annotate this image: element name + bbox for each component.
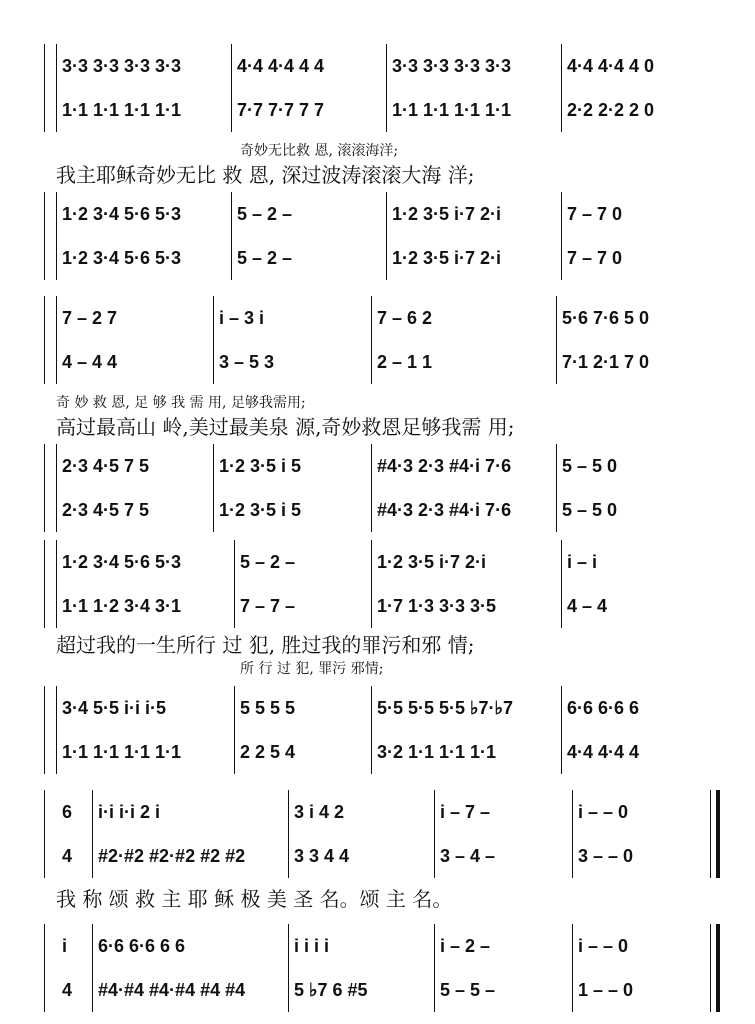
- measure: 7 – 7 –: [240, 595, 296, 616]
- measure: 1·1 1·1 1·1 1·1: [392, 99, 512, 120]
- stave-row: [56, 584, 721, 628]
- system-brace: [44, 540, 45, 628]
- lyric-line: 奇妙无比救 恩, 滚滚海洋;: [240, 143, 399, 159]
- measure: i – 7 –: [440, 801, 491, 822]
- measure: 4: [62, 979, 73, 1000]
- system-brace: [44, 44, 45, 132]
- measure: 7·7 7·7 7 7: [237, 99, 325, 120]
- measure: 5 – 2 –: [237, 203, 293, 224]
- stave-row: [56, 488, 721, 532]
- measure: 4 – 4: [567, 595, 608, 616]
- measure: 1·1 1·1 1·1 1·1: [62, 741, 182, 762]
- measure: 2·2 2·2 2 0: [567, 99, 655, 120]
- measure: 3 i 4 2: [294, 801, 345, 822]
- stave-row: [56, 834, 721, 878]
- measure: 7 – 7 0: [567, 203, 623, 224]
- lyric-line: 所 行 过 犯, 罪污 邪情;: [240, 661, 384, 677]
- system-brace: [44, 924, 45, 1012]
- measure: i – 2 –: [440, 935, 491, 956]
- measure: 5 – 5 –: [440, 979, 496, 1000]
- measure: 5 – 5 0: [562, 499, 618, 520]
- measure: i i i i: [294, 935, 330, 956]
- measure: 6·6 6·6 6: [567, 697, 640, 718]
- measure: 1 – – 0: [578, 979, 634, 1000]
- measure: i – – 0: [578, 801, 629, 822]
- measure: 3·3 3·3 3·3 3·3: [392, 55, 512, 76]
- measure: #4·3 2·3 #4·i 7·6: [377, 499, 512, 520]
- stave-row: [56, 540, 721, 584]
- measure: 1·1 1·1 1·1 1·1: [62, 99, 182, 120]
- measure: 5·5 5·5 5·5 ♭7·♭7: [377, 697, 514, 718]
- measure: 6·6 6·6 6 6: [98, 935, 186, 956]
- measure: 5·6 7·6 5 0: [562, 307, 650, 328]
- measure: 3·2 1·1 1·1 1·1: [377, 741, 497, 762]
- measure: 5 – 2 –: [240, 551, 296, 572]
- measure: 1·2 3·4 5·6 5·3: [62, 247, 182, 268]
- measure: 1·2 3·5 i 5: [219, 455, 302, 476]
- lyric-line: 超过我的一生所行 过 犯, 胜过我的罪污和邪 情;: [56, 633, 475, 657]
- stave-row: [56, 44, 721, 88]
- measure: 5 – 5 0: [562, 455, 618, 476]
- stave-row: [56, 686, 721, 730]
- measure: 3 – – 0: [578, 845, 634, 866]
- measure: 2·3 4·5 7 5: [62, 499, 150, 520]
- measure: 4 – 4 4: [62, 351, 118, 372]
- measure: 5 5 5 5: [240, 697, 296, 718]
- lyric-line: 高过最高山 岭,美过最美泉 源,奇妙救恩足够我需 用;: [56, 415, 515, 439]
- measure: i – – 0: [578, 935, 629, 956]
- measure: #4·3 2·3 #4·i 7·6: [377, 455, 512, 476]
- measure: 3·3 3·3 3·3 3·3: [62, 55, 182, 76]
- stave-row: [56, 296, 721, 340]
- measure: 1·2 3·4 5·6 5·3: [62, 203, 182, 224]
- stave-row: [56, 340, 721, 384]
- measure: 6: [62, 801, 73, 822]
- measure: 7 – 7 0: [567, 247, 623, 268]
- measure: 1·2 3·5 i·7 2·i: [392, 203, 502, 224]
- lyric-line: 我 称 颂 救 主 耶 稣 极 美 圣 名。颂 主 名。: [56, 887, 453, 911]
- measure: i·i i·i 2 i: [98, 801, 161, 822]
- stave-row: [56, 192, 721, 236]
- system-brace: [44, 192, 45, 280]
- measure: 1·7 1·3 3·3 3·5: [377, 595, 497, 616]
- stave-row: [56, 790, 721, 834]
- measure: 4·4 4·4 4 0: [567, 55, 655, 76]
- measure: 3·4 5·5 i·i i·5: [62, 697, 167, 718]
- measure: 1·2 3·5 i·7 2·i: [392, 247, 502, 268]
- measure: 3 – 5 3: [219, 351, 275, 372]
- measure: 1·2 3·4 5·6 5·3: [62, 551, 182, 572]
- measure: 5 – 2 –: [237, 247, 293, 268]
- measure: i – 3 i: [219, 307, 265, 328]
- stave-row: [56, 444, 721, 488]
- measure: i – i: [567, 551, 598, 572]
- measure: #2·#2 #2·#2 #2 #2: [98, 845, 246, 866]
- lyric-line: 我主耶稣奇妙无比 救 恩, 深过波涛滚滚大海 洋;: [56, 163, 475, 187]
- measure: 1·1 1·2 3·4 3·1: [62, 595, 182, 616]
- measure: 3 3 4 4: [294, 845, 350, 866]
- measure: 2·3 4·5 7 5: [62, 455, 150, 476]
- measure: 7·1 2·1 7 0: [562, 351, 650, 372]
- stave-row: [56, 968, 721, 1012]
- stave-row: [56, 88, 721, 132]
- measure: 1·2 3·5 i·7 2·i: [377, 551, 487, 572]
- measure: 7 – 6 2: [377, 307, 433, 328]
- measure: 2 – 1 1: [377, 351, 433, 372]
- stave-row: [56, 924, 721, 968]
- measure: 3 – 4 –: [440, 845, 496, 866]
- stave-row: [56, 236, 721, 280]
- measure: 7 – 2 7: [62, 307, 118, 328]
- system-brace: [44, 296, 45, 384]
- measure: 4·4 4·4 4: [567, 741, 640, 762]
- stave-row: [56, 730, 721, 774]
- lyric-line: 奇 妙 救 恩, 足 够 我 需 用, 足够我需用;: [56, 395, 306, 411]
- measure: 4: [62, 845, 73, 866]
- measure: #4·#4 #4·#4 #4 #4: [98, 979, 246, 1000]
- system-brace: [44, 790, 45, 878]
- system-brace: [44, 686, 45, 774]
- measure: 1·2 3·5 i 5: [219, 499, 302, 520]
- measure: i: [62, 935, 68, 956]
- measure: 4·4 4·4 4 4: [237, 55, 325, 76]
- measure: 5 ♭7 6 #5: [294, 979, 368, 1000]
- system-brace: [44, 444, 45, 532]
- measure: 2 2 5 4: [240, 741, 296, 762]
